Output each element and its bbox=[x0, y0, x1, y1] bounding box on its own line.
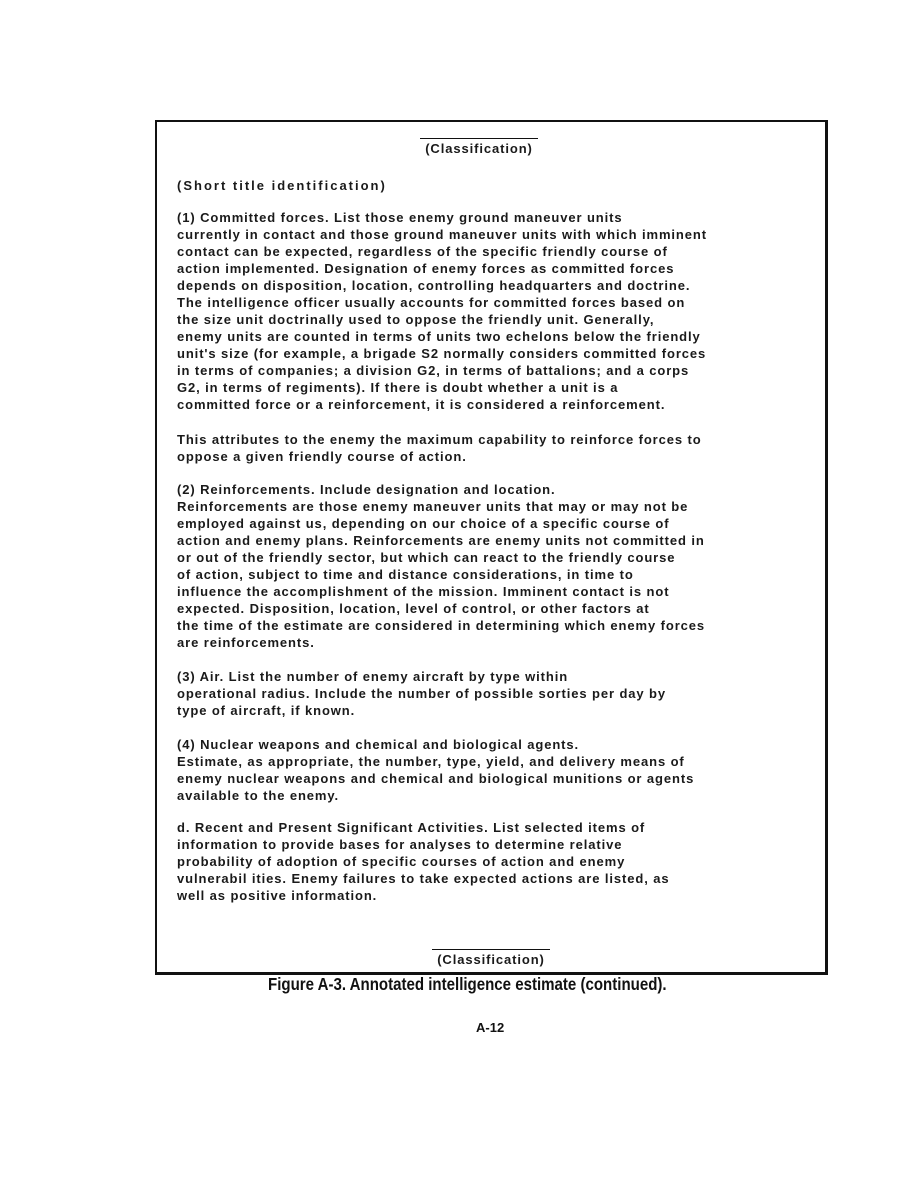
classification-bottom: (Classification) bbox=[432, 949, 550, 967]
paragraph-committed-forces: (1) Committed forces. List those enemy ground maneuver units currently in contact and those ground maneuver units with which imminent contact can be expected, regardless of the specific friendly course of action implemented. Designation of enemy forces as committed forces depends on disposition, location, controlling headquarters and doctrine. The intelligence officer usually accounts for committed forces based on the size unit doctrinally used to oppose the friendly unit. Generally, enemy units are counted in terms of units two echelons below the friendly unit's size (for example, a brigade S2 normally considers committed forces in terms of companies; a division G2, in terms of battalions; and a corps G2, in terms of regiments). If there is doubt whether a unit is a committed force or a reinforcement, it is considered a reinforcement. bbox=[177, 210, 707, 412]
figure-caption: Figure A-3. Annotated intelligence estimate (continued). bbox=[268, 974, 667, 994]
paragraph-air: (3) Air. List the number of enemy aircraft by type within operational radius. Include the number of possible sorties per day by type of aircraft, if known. bbox=[177, 669, 667, 718]
paragraph-reinforcements: (2) Reinforcements. Include designation and location. Reinforcements are those enemy maneuver units that may or may not be employed against us, depending on our choice of a specific course of action and enemy plans. Reinforcements are enemy units not committed in or out of the friendly sector, but which can react to the friendly course of action, subject to time and distance considerations, in time to influence the accomplishment of the mission. Imminent contact is not expected. Disposition, location, level of control, or other factors at the time of the estimate are considered in determining which enemy forces are reinforcements. bbox=[177, 482, 706, 650]
paragraph-nuclear-chemical-biological: (4) Nuclear weapons and chemical and biological agents. Estimate, as appropriate, the number, type, yield, and delivery means of enemy nuclear weapons and chemical and biological munitions or agents available to the enemy. bbox=[177, 737, 695, 803]
page-number: A-12 bbox=[476, 1020, 505, 1035]
short-title-identification: (Short title identification) bbox=[177, 178, 387, 193]
classification-top: (Classification) bbox=[420, 138, 538, 156]
paragraph-significant-activities: d. Recent and Present Significant Activities. List selected items of information to provide bases for analyses to determine relative probability of adoption of specific courses of action and enemy vulnerabil ities. Enemy failures to take expected actions are listed, as well as positive information. bbox=[177, 820, 670, 903]
paragraph-maximum-capability: This attributes to the enemy the maximum capability to reinforce forces to oppose a given friendly course of action. bbox=[177, 432, 702, 464]
document-frame bbox=[155, 120, 828, 975]
